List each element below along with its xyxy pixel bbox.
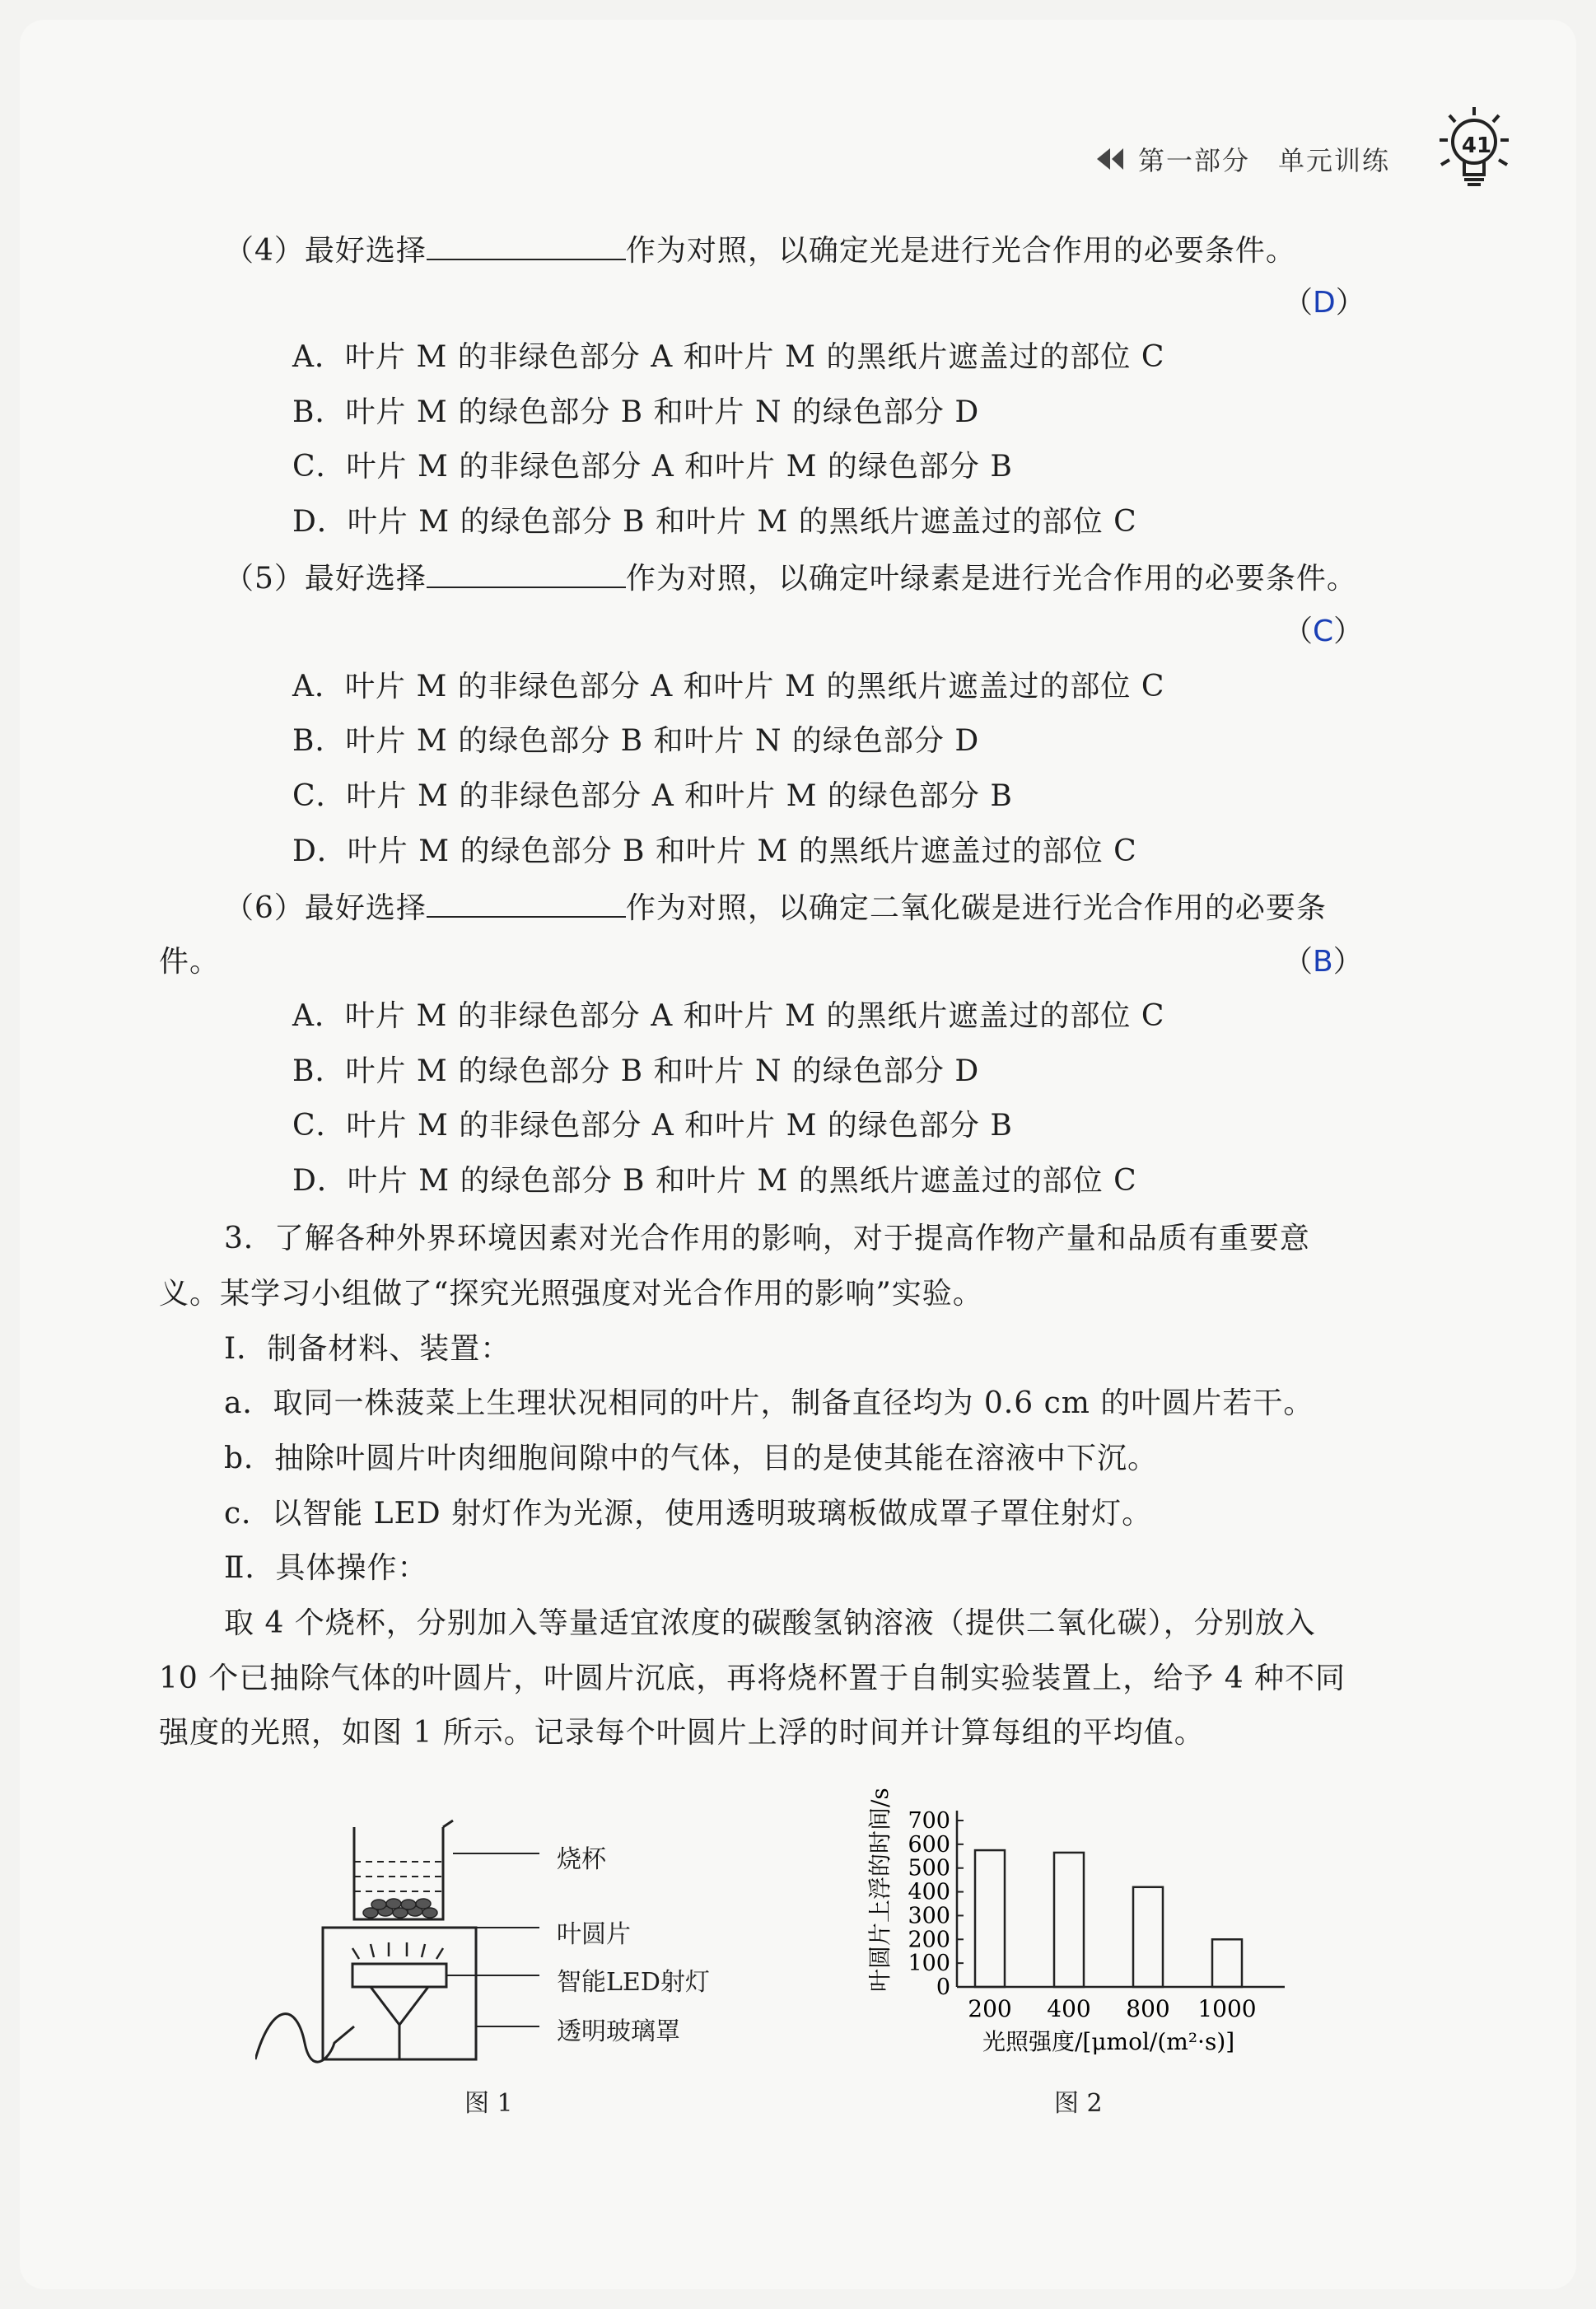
q3-intro-1: 3．了解各种外界环境因素对光合作用的影响，对于提高作物产量和品质有重要意 [224, 1222, 1310, 1255]
page-number: 41 [1461, 133, 1492, 158]
chart-y-tick-label: 400 [908, 1879, 950, 1905]
q5-answer-letter: C [1313, 615, 1334, 648]
q5-answer-open: （ [1283, 615, 1314, 648]
q4-stem [224, 234, 1296, 266]
chart-y-ticks [908, 1808, 964, 2000]
q5-blank [427, 562, 626, 588]
q4-stem-a: （4）最好选择 [224, 234, 427, 268]
figure1-caption: 图 1 [464, 2089, 513, 2118]
chart-y-tick-label: 200 [908, 1927, 950, 1953]
chart-x-ticks [968, 1995, 1256, 2022]
led-lamp-shape [352, 1964, 446, 2059]
q3-op-2: 10 个已抽除气体的叶圆片，叶圆片沉底，再将烧杯置于自制实验装置上，给予 4 种不同 [159, 1662, 1346, 1695]
figure2-bar-chart [865, 1788, 1293, 2068]
double-arrow-left-icon [1095, 147, 1125, 171]
header-part: 第一部分 [1138, 145, 1251, 176]
q6-blank [427, 891, 626, 918]
q5-option-d: D．叶片 M 的绿色部分 B 和叶片 M 的黑纸片遮盖过的部位 C [292, 834, 1137, 868]
q6-answer-open: （ [1283, 945, 1314, 979]
chart-x-label: 光照强度/[μmol/(m²·s)] [982, 2028, 1235, 2055]
q4-option-a: A．叶片 M 的非绿色部分 A 和叶片 M 的黑纸片遮盖过的部位 C [292, 340, 1165, 374]
q4-answer-letter: D [1313, 286, 1336, 320]
chart-x-tick-label: 200 [968, 1995, 1012, 2022]
chart-bar [1133, 1887, 1163, 1987]
chart-y-tick-label: 500 [908, 1855, 950, 1881]
chart-y-tick-label: 100 [908, 1951, 950, 1977]
q4-option-c: C．叶片 M 的非绿色部分 A 和叶片 M 的绿色部分 B [292, 450, 1013, 484]
q4-answer-close: ） [1335, 286, 1365, 320]
q5-option-c: C．叶片 M 的非绿色部分 A 和叶片 M 的绿色部分 B [292, 779, 1013, 813]
chart-bars [975, 1850, 1242, 1987]
q6-answer-letter: B [1313, 945, 1333, 979]
figure1-label-leaf-disk: 叶圆片 [557, 1920, 631, 1949]
chart-x-tick-label: 1000 [1197, 1995, 1257, 2022]
chart-y-tick-label: 0 [936, 1975, 950, 2000]
q3-intro-2: 义。某学习小组做了“探究光照强度对光合作用的影响”实验。 [159, 1277, 983, 1311]
q6-option-a: A．叶片 M 的非绿色部分 A 和叶片 M 的黑纸片遮盖过的部位 C [292, 999, 1165, 1033]
q4-blank [427, 234, 626, 260]
q6-answer-close: ） [1332, 945, 1363, 979]
chart-y-tick-label: 700 [908, 1808, 950, 1834]
q3-step-c: c．以智能 LED 射灯作为光源，使用透明玻璃板做成罩子罩住射灯。 [224, 1497, 1153, 1531]
q3-section1-title: Ⅰ．制备材料、装置： [224, 1332, 511, 1366]
q6-option-c: C．叶片 M 的非绿色部分 A 和叶片 M 的绿色部分 B [292, 1109, 1013, 1143]
q5-stem-b: 作为对照，以确定叶绿素是进行光合作用的必要条件。 [625, 562, 1357, 596]
figure2-caption: 图 2 [1054, 2089, 1103, 2118]
q6-stem-a: （6）最好选择 [224, 891, 427, 925]
chart-x-tick-label: 800 [1126, 1995, 1170, 2022]
q6-stem-b: 作为对照，以确定二氧化碳是进行光合作用的必要条 [625, 891, 1327, 925]
page-header [1095, 124, 1540, 198]
q5-option-a: A．叶片 M 的非绿色部分 A 和叶片 M 的黑纸片遮盖过的部位 C [292, 670, 1165, 703]
light-rays [352, 1942, 443, 1959]
q4-answer-open: （ [1283, 286, 1314, 320]
q5-stem [224, 562, 1357, 594]
q6-stem [224, 891, 1327, 923]
figure1-label-glass-cover: 透明玻璃罩 [557, 2017, 680, 2046]
chart-bar [1212, 1939, 1242, 1987]
header-unit: 单元训练 [1278, 145, 1391, 176]
q6-stem-cont: 件。 [159, 945, 221, 979]
chart-y-tick-label: 300 [908, 1903, 950, 1929]
leaf-disks [363, 1899, 437, 1918]
q3-op-3: 强度的光照，如图 1 所示。记录每个叶圆片上浮的时间并计算每组的平均值。 [159, 1716, 1205, 1750]
chart-axes [957, 1811, 1285, 1987]
chart-x-tick-label: 400 [1047, 1995, 1091, 2022]
q4-stem-b: 作为对照，以确定光是进行光合作用的必要条件。 [625, 234, 1296, 268]
q4-option-d: D．叶片 M 的绿色部分 B 和叶片 M 的黑纸片遮盖过的部位 C [292, 505, 1137, 539]
chart-y-tick-label: 600 [908, 1831, 950, 1858]
q6-option-d: D．叶片 M 的绿色部分 B 和叶片 M 的黑纸片遮盖过的部位 C [292, 1164, 1137, 1198]
figure1-label-beaker: 烧杯 [557, 1845, 606, 1874]
q3-step-a: a．取同一株菠菜上生理状况相同的叶片，制备直径均为 0.6 cm 的叶圆片若干。 [224, 1386, 1314, 1420]
q3-section2-title: Ⅱ．具体操作： [224, 1551, 428, 1585]
figure1-label-led: 智能LED射灯 [557, 1968, 710, 1997]
q4-answer [1283, 288, 1365, 318]
q4-option-b: B．叶片 M 的绿色部分 B 和叶片 N 的绿色部分 D [292, 395, 980, 429]
chart-y-label: 叶圆片上浮的时间/s [866, 1788, 894, 1992]
chart-bar [1054, 1853, 1084, 1987]
q3-step-b: b．抽除叶圆片叶肉细胞间隙中的气体，目的是使其能在溶液中下沉。 [224, 1442, 1159, 1475]
q5-option-b: B．叶片 M 的绿色部分 B 和叶片 N 的绿色部分 D [292, 724, 980, 758]
q6-answer [1283, 947, 1363, 977]
q5-stem-a: （5）最好选择 [224, 562, 427, 596]
power-cord [255, 2014, 354, 2062]
chart-bar [975, 1850, 1005, 1987]
q5-answer [1283, 617, 1363, 647]
q6-option-b: B．叶片 M 的绿色部分 B 和叶片 N 的绿色部分 D [292, 1054, 980, 1088]
q3-op-1: 取 4 个烧杯，分别加入等量适宜浓度的碳酸氢钠溶液（提供二氧化碳），分别放入 [224, 1606, 1316, 1640]
q5-answer-close: ） [1333, 615, 1364, 648]
